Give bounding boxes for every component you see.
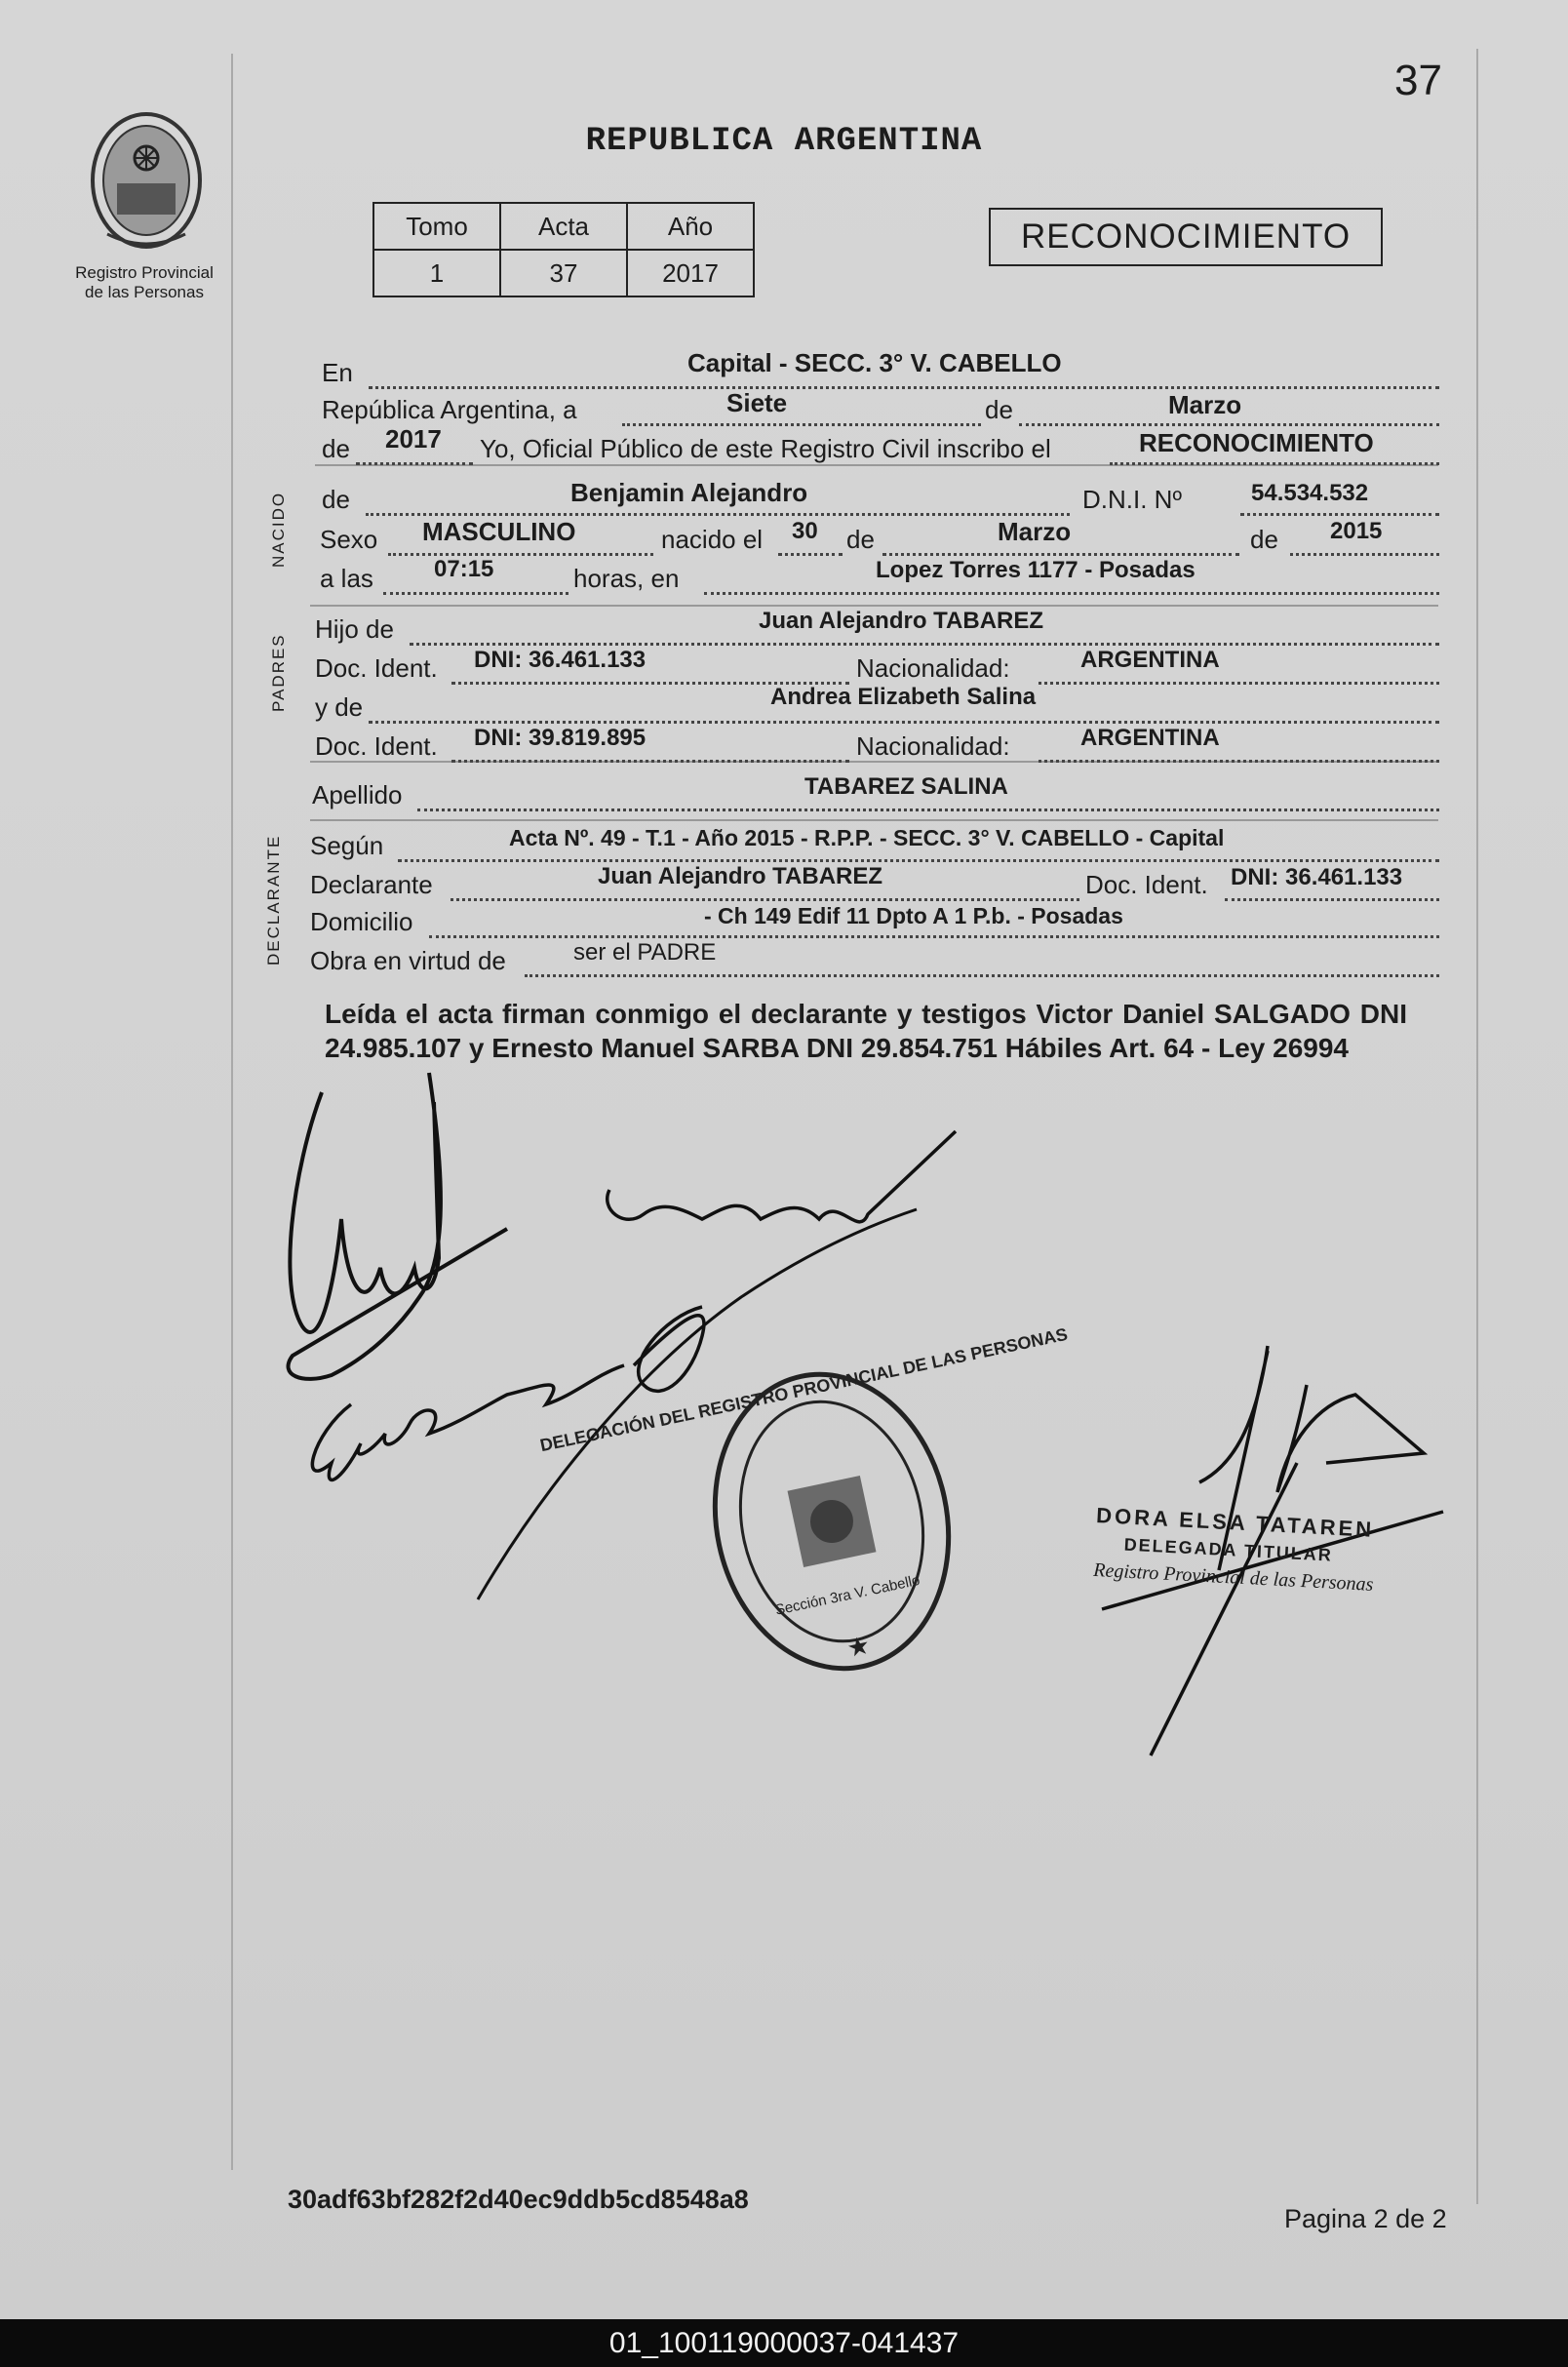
label-en: En: [322, 358, 353, 387]
label-hijo-de: Hijo de: [315, 614, 394, 644]
official-stamp: [1093, 1502, 1377, 1598]
value-address: - Ch 149 Edif 11 Dpto A 1 P.b. - Posadas: [704, 903, 1123, 928]
value-declarant-name: Juan Alejandro TABAREZ: [598, 863, 883, 889]
value-according-to: Acta Nº. 49 - T.1 - Año 2015 - R.P.P. - SECC. 3° V. CABELLO - Capital: [509, 825, 1225, 850]
header-tomo: Tomo: [373, 203, 500, 250]
label-doc-ident-declarant: Doc. Ident.: [1085, 870, 1208, 899]
label-obra-en-virtud: Obra en virtud de: [310, 946, 506, 975]
value-surname: TABAREZ SALINA: [804, 773, 1008, 800]
value-act: RECONOCIMIENTO: [1139, 428, 1374, 457]
act-type-box: RECONOCIMIENTO: [989, 208, 1383, 266]
label-yo-oficial: Yo, Oficial Público de este Registro Civil inscribo el: [480, 434, 1051, 463]
value-acta: 37: [500, 250, 627, 296]
label-horas-en: horas, en: [573, 564, 680, 593]
value-father-nationality: ARGENTINA: [1080, 647, 1220, 673]
value-sex: MASCULINO: [422, 517, 576, 546]
value-father-name: Juan Alejandro TABAREZ: [759, 608, 1044, 634]
registry-caption-line-2: de las Personas: [85, 283, 204, 301]
value-birth-time: 07:15: [434, 556, 494, 582]
value-year: 2017: [385, 424, 442, 454]
value-father-doc: DNI: 36.461.133: [474, 647, 647, 673]
side-label-declarante: DECLARANTE: [264, 834, 283, 966]
label-dni: D.N.I. Nº: [1082, 485, 1182, 514]
label-de-month: de: [985, 395, 1013, 424]
label-doc-ident-mother: Doc. Ident.: [315, 731, 438, 761]
label-sexo: Sexo: [320, 525, 378, 554]
label-apellido: Apellido: [312, 780, 403, 809]
label-declarante: Declarante: [310, 870, 433, 899]
value-mother-nationality: ARGENTINA: [1080, 725, 1220, 751]
label-a-las: a las: [320, 564, 373, 593]
value-birth-year: 2015: [1330, 518, 1383, 544]
registry-round-stamp: [537, 1321, 1126, 1722]
label-segun: Según: [310, 831, 384, 860]
value-birth-day: 30: [792, 518, 818, 544]
side-label-nacido: NACIDO: [269, 491, 288, 568]
value-child-dni: 54.534.532: [1251, 480, 1369, 506]
value-place: Capital - SECC. 3° V. CABELLO: [687, 348, 1062, 377]
value-ano: 2017: [627, 250, 754, 296]
value-mother-name: Andrea Elizabeth Salina: [770, 684, 1037, 710]
value-child-name: Benjamin Alejandro: [570, 478, 808, 507]
label-nacionalidad-father: Nacionalidad:: [856, 653, 1010, 683]
official-name: DORA ELSA TATAREN: [1095, 1502, 1375, 1542]
value-birth-month: Marzo: [998, 517, 1072, 546]
pagination: Pagina 2 de 2: [1284, 2204, 1447, 2233]
value-month: Marzo: [1168, 390, 1242, 419]
value-tomo: 1: [373, 250, 500, 296]
signature-witness-salgado: [312, 1365, 624, 1479]
official-office: Registro Provincial de las Personas: [1092, 1558, 1374, 1596]
label-y-de: y de: [315, 692, 364, 722]
value-capacity: ser el PADRE: [573, 939, 717, 966]
document-id-bar: 01_100119000037-041437: [0, 2319, 1568, 2367]
label-domicilio: Domicilio: [310, 907, 413, 936]
signature-witness-sarba: [608, 1131, 956, 1222]
value-birth-place: Lopez Torres 1177 - Posadas: [876, 557, 1196, 583]
label-de-birth-month: de: [846, 525, 875, 554]
label-nacionalidad-mother: Nacionalidad:: [856, 731, 1010, 761]
value-mother-doc: DNI: 39.819.895: [474, 725, 647, 751]
label-republica: República Argentina, a: [322, 395, 577, 424]
side-label-padres: PADRES: [269, 633, 288, 712]
country-title: REPUBLICA ARGENTINA: [585, 123, 983, 160]
label-nacido-el: nacido el: [661, 525, 764, 554]
svg-text:★: ★: [843, 1630, 873, 1664]
signature-declarant: [289, 1073, 507, 1379]
label-de-year: de: [322, 434, 350, 463]
stamp-ring-text: DELEGACIÓN DEL REGISTRO PROVINCIAL DE LAS PERSONAS: [538, 1323, 1070, 1456]
header-acta: Acta: [500, 203, 627, 250]
registry-caption-line-1: Registro Provincial: [75, 263, 214, 282]
value-day: Siete: [726, 388, 788, 417]
official-role: DELEGADA TITULAR: [1123, 1534, 1334, 1565]
stamp-inner-text: Sección 3ra V. Cabello: [773, 1571, 921, 1619]
value-declarant-doc: DNI: 36.461.133: [1231, 864, 1403, 890]
label-doc-ident-father: Doc. Ident.: [315, 653, 438, 683]
page-number: 37: [1394, 57, 1442, 104]
document-hash: 30adf63bf282f2d40ec9ddb5cd8548a8: [288, 2185, 749, 2214]
label-de-birth-year: de: [1250, 525, 1278, 554]
legal-text: Leída el acta firman conmigo el declarante y testigos Victor Daniel SALGADO DNI 24.985.107 y Ernesto Manuel SARBA DNI 29.854.751 Hábiles Art. 64 - Ley 26994: [325, 999, 1407, 1063]
header-ano: Año: [627, 203, 754, 250]
label-de-name: de: [322, 485, 350, 514]
